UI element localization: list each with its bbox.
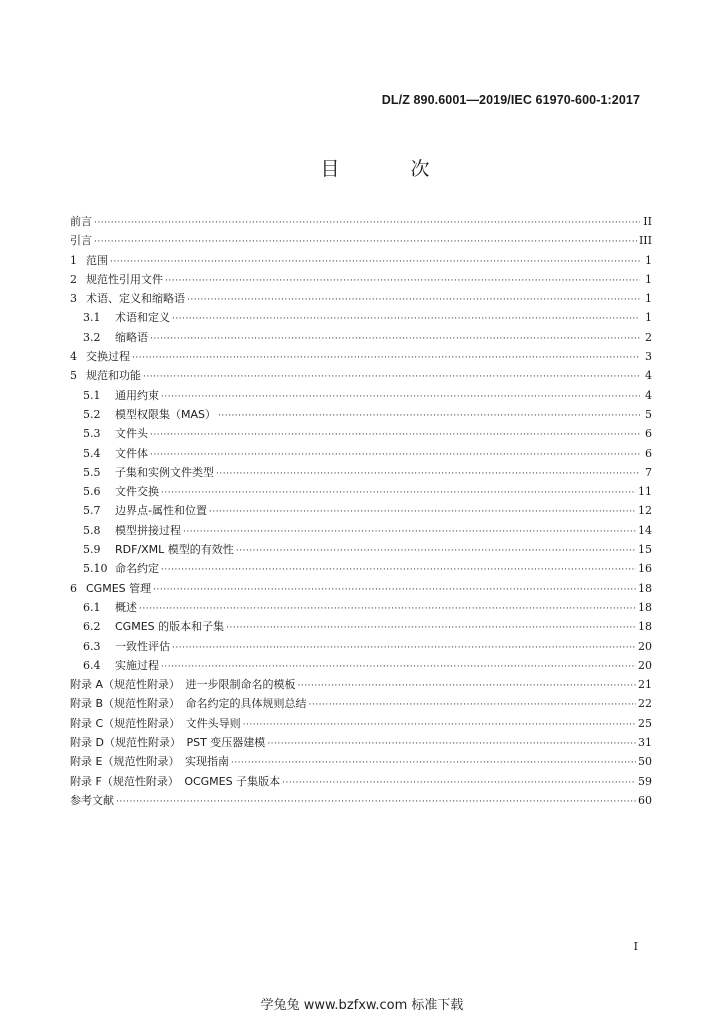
toc-entry[interactable] (70, 714, 652, 733)
toc-entry-page: 60 (638, 793, 652, 807)
toc-entry[interactable] (70, 424, 652, 443)
toc-entry-number: 5.9 (83, 543, 101, 557)
toc-entry[interactable] (70, 212, 652, 231)
toc-entry-number: 4 (70, 350, 77, 364)
toc-entry[interactable] (70, 598, 652, 617)
toc-entry-page: 22 (638, 697, 652, 711)
toc-entry-label: 实施过程 (115, 658, 159, 672)
toc-entry-label: 规范性引用文件 (86, 272, 163, 286)
dot-leader (116, 793, 636, 812)
toc-entry-page: 1 (645, 272, 652, 286)
dot-leader (309, 696, 636, 715)
toc-entry-label: 附录 A（规范性附录） 进一步限制命名的模板 (70, 678, 296, 692)
toc-entry-page: 7 (645, 465, 652, 479)
standard-code: DL/Z 890.6001—2019/IEC 61970-600-1:2017 (381, 93, 640, 107)
toc-entry-page: 6 (645, 427, 652, 441)
toc-entry-page: 18 (638, 600, 652, 614)
toc-entry-page: II (643, 215, 652, 228)
toc-entry-page: 50 (638, 755, 652, 769)
toc-entry[interactable] (70, 231, 652, 250)
toc-entry[interactable] (70, 251, 652, 270)
toc-entry[interactable] (70, 733, 652, 752)
toc-entry-label: 引言 (70, 234, 92, 248)
dot-leader (161, 561, 636, 580)
toc-entry-label: 前言 (70, 215, 92, 228)
dot-leader (172, 639, 636, 658)
toc-entry-page: 11 (638, 485, 652, 499)
dot-leader (236, 542, 636, 561)
dot-leader (165, 272, 640, 291)
toc-entry[interactable] (70, 772, 652, 791)
toc-entry-page: 5 (645, 407, 652, 421)
toc-entry[interactable] (70, 617, 652, 636)
toc-entry-page: 18 (638, 620, 652, 634)
toc-entry[interactable] (70, 366, 652, 385)
toc-entry-label: CGMES 的版本和子集 (115, 620, 225, 634)
toc-entry-page: 1 (645, 292, 652, 306)
toc-entry-label: 一致性评估 (115, 639, 170, 653)
dot-leader (150, 426, 640, 445)
toc-entry-number: 5.10 (83, 562, 108, 576)
toc-entry[interactable] (70, 501, 652, 520)
dot-leader (110, 253, 640, 272)
page-number: I (633, 940, 638, 953)
toc-entry-page: 15 (638, 543, 652, 557)
toc-entry-number: 5.7 (83, 504, 101, 518)
toc-entry[interactable] (70, 521, 652, 540)
toc-entry[interactable] (70, 694, 652, 713)
toc-entry-label: 规范和功能 (86, 369, 141, 383)
toc-entry[interactable] (70, 444, 652, 463)
page-title: 目 次 (320, 158, 456, 180)
toc-entry-label: 交换过程 (86, 350, 130, 364)
toc-entry-number: 3.2 (83, 330, 101, 344)
toc-entry-page: 14 (638, 523, 652, 537)
toc-entry-label: 概述 (115, 600, 137, 614)
footer-watermark: 学兔兔 www.bzfxw.com 标准下载 (260, 998, 464, 1013)
dot-leader (172, 310, 640, 329)
toc-entry-page: 20 (638, 658, 652, 672)
toc-entry-page: 31 (638, 736, 652, 750)
toc-entry[interactable] (70, 656, 652, 675)
table-of-contents (70, 212, 652, 810)
toc-entry-number: 5.1 (83, 388, 101, 402)
toc-entry[interactable] (70, 328, 652, 347)
toc-entry-page: 4 (645, 369, 652, 383)
toc-entry-label: 附录 D（规范性附录） PST 变压器建模 (70, 736, 266, 750)
toc-entry-number: 2 (70, 272, 77, 286)
dot-leader (150, 446, 640, 465)
dot-leader (216, 465, 640, 484)
dot-leader (94, 214, 640, 233)
dot-leader (267, 735, 636, 754)
toc-entry-label: 文件体 (115, 446, 148, 460)
toc-entry-label: 术语、定义和缩略语 (86, 292, 185, 306)
toc-entry[interactable] (70, 637, 652, 656)
dot-leader (209, 503, 636, 522)
toc-entry-number: 5.3 (83, 427, 101, 441)
toc-entry[interactable] (70, 308, 652, 327)
toc-entry-number: 5.4 (83, 446, 101, 460)
dot-leader (231, 754, 636, 773)
toc-entry[interactable] (70, 791, 652, 810)
toc-entry-number: 5.5 (83, 465, 101, 479)
toc-entry-page: 6 (645, 446, 652, 460)
toc-entry-page: 18 (638, 581, 652, 595)
toc-entry-number: 1 (70, 253, 77, 267)
dot-leader (226, 619, 636, 638)
toc-entry-label: RDF/XML 模型的有效性 (115, 543, 234, 557)
toc-entry-number: 3 (70, 292, 77, 306)
toc-entry-label: 模型拼接过程 (115, 523, 181, 537)
toc-entry-label: 附录 B（规范性附录） 命名约定的具体规则总结 (70, 697, 307, 711)
toc-entry-label: 模型权限集（MAS） (115, 407, 216, 421)
dot-leader (218, 407, 640, 426)
toc-entry-label: 子集和实例文件类型 (115, 465, 214, 479)
toc-entry-label: 命名约定 (115, 562, 159, 576)
toc-entry-number: 3.1 (83, 311, 101, 325)
toc-entry-page: 2 (645, 330, 652, 344)
toc-entry-label: 参考文献 (70, 793, 114, 807)
toc-entry-label: 缩略语 (115, 330, 148, 344)
dot-leader (143, 368, 640, 387)
toc-entry[interactable] (70, 675, 652, 694)
toc-entry-number: 6.3 (83, 639, 101, 653)
toc-entry-page: III (638, 234, 652, 248)
toc-entry-number: 6.1 (83, 600, 101, 614)
toc-entry-label: 术语和定义 (115, 311, 170, 325)
dot-leader (183, 523, 636, 542)
toc-entry-number: 6.4 (83, 658, 101, 672)
toc-entry-page: 20 (638, 639, 652, 653)
toc-entry-page: 4 (645, 388, 652, 402)
toc-entry-page: 12 (638, 504, 652, 518)
toc-entry-label: 附录 F（规范性附录） OCGMES 子集版本 (70, 774, 281, 788)
toc-entry-label: 附录 E（规范性附录） 实现指南 (70, 755, 229, 769)
dot-leader (298, 677, 636, 696)
toc-entry[interactable] (70, 347, 652, 366)
dot-leader (161, 388, 640, 407)
dot-leader (94, 233, 637, 252)
toc-entry-number: 5.8 (83, 523, 101, 537)
toc-entry-label: CGMES 管理 (86, 581, 152, 595)
toc-entry[interactable] (70, 559, 652, 578)
dot-leader (161, 484, 636, 503)
toc-entry-number: 6 (70, 581, 77, 595)
toc-entry-label: 范围 (86, 253, 108, 267)
dot-leader (282, 774, 636, 793)
toc-entry[interactable] (70, 289, 652, 308)
toc-entry[interactable] (70, 386, 652, 405)
dot-leader (187, 291, 640, 310)
toc-entry-page: 16 (638, 562, 652, 576)
toc-entry-label: 边界点-属性和位置 (115, 504, 207, 518)
toc-entry-label: 文件交换 (115, 485, 159, 499)
dot-leader (153, 581, 636, 600)
toc-entry[interactable] (70, 463, 652, 482)
toc-entry-number: 5 (70, 369, 77, 383)
toc-entry-label: 附录 C（规范性附录） 文件头导则 (70, 716, 241, 730)
toc-entry-page: 59 (638, 774, 652, 788)
toc-entry-page: 21 (638, 678, 652, 692)
toc-entry[interactable] (70, 752, 652, 771)
toc-entry-label: 通用约束 (115, 388, 159, 402)
toc-entry-number: 6.2 (83, 620, 101, 634)
toc-entry[interactable] (70, 482, 652, 501)
toc-entry[interactable] (70, 540, 652, 559)
dot-leader (132, 349, 640, 368)
dot-leader (243, 716, 636, 735)
toc-entry-number: 5.2 (83, 407, 101, 421)
toc-entry[interactable] (70, 405, 652, 424)
toc-entry-page: 1 (645, 253, 652, 267)
toc-entry-page: 25 (638, 716, 652, 730)
toc-entry-number: 5.6 (83, 485, 101, 499)
toc-entry-page: 3 (645, 350, 652, 364)
toc-entry[interactable] (70, 270, 652, 289)
toc-entry-page: 1 (645, 311, 652, 325)
toc-entry-label: 文件头 (115, 427, 148, 441)
toc-entry[interactable] (70, 579, 652, 598)
dot-leader (150, 330, 640, 349)
